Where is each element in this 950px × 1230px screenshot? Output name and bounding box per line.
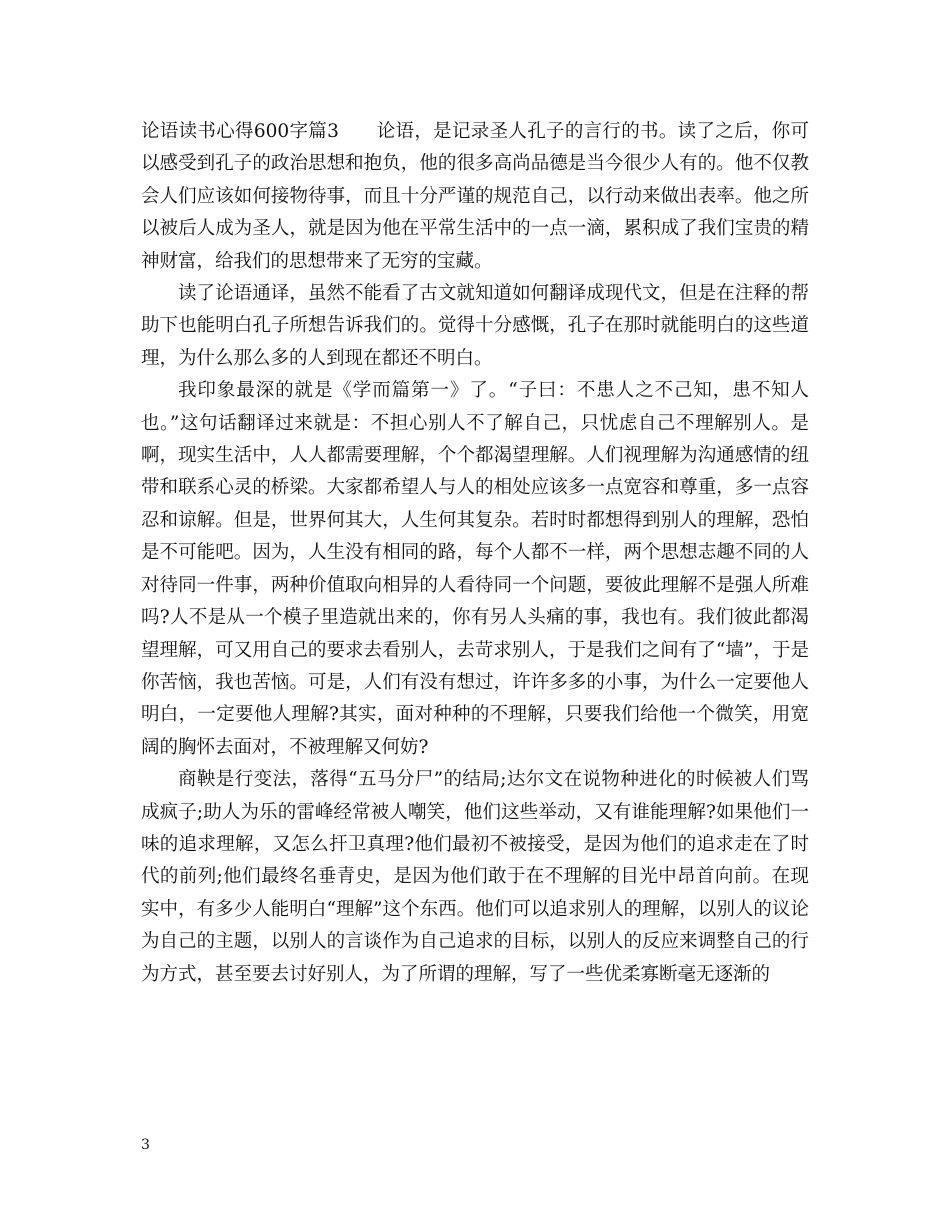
- paragraph-1: 论语读书心得600字篇3 论语，是记录圣人孔子的言行的书。读了之后，你可以感受到孔子的政治思想和抱负，他的很多高尚品德是当今很少人有的。他不仅教会人们应该如何接物待事，而且十分严谨的规范自己，以行动来做出表率。他之所以被后人成为圣人，就是因为他在平常生活中的一点一滴，累积成了我们宝贵的精神财富，给我们的思想带来了无穷的宝藏。: [141, 121, 809, 272]
- paragraph-2: 读了论语通译，虽然不能看了古文就知道如何翻译成现代文，但是在注释的帮助下也能明白孔子所想告诉我们的。觉得十分感慨，孔子在那时就能明白的这些道理，为什么那么多的人到现在都还不明白。: [141, 283, 809, 369]
- page-number: 3: [141, 1137, 150, 1153]
- body-text: [141, 116, 809, 991]
- paragraph-3: 我印象最深的就是《学而篇第一》了。“子曰：不患人之不己知，患不知人也。”这句话翻译过来就是：不担心别人不了解自己，只忧虑自己不理解别人。是啊，现实生活中，人人都需要理解，个个都渴望理解。人们视理解为沟通感情的纽带和联系心灵的桥梁。大家都希望人与人的相处应该多一点宽容和尊重，多一点容忍和谅解。但是，世界何其大，人生何其复杂。若时时都想得到别人的理解，恐怕是不可能吧。因为，人生没有相同的路，每个人都不一样，两个思想志趣不同的人对待同一件事，两种价值取向相异的人看待同一个问题，要彼此理解不是强人所难吗?人不是从一个模子里造就出来的，你有另人头痛的事，我也有。我们彼此都渴望理解，可又用自己的要求去看别人，去苛求别人，于是我们之间有了“墙”，于是你苦恼，我也苦恼。可是，人们有没有想过，许许多多的小事，为什么一定要他人明白，一定要他人理解?其实，面对种种的不理解，只要我们给他一个微笑，用宽阔的胸怀去面对，不被理解又何妨?: [141, 380, 809, 758]
- paragraph-4: 商鞅是行变法，落得“五马分尸”的结局;达尔文在说物种进化的时候被人们骂成疯子;助人为乐的雷峰经常被人嘲笑，他们这些举动，又有谁能理解?如果他们一味的追求理解，又怎么扞卫真理?他们最初不被接受，是因为他们的追求走在了时代的前列;他们最终名垂青史，是因为他们敢于在不理解的目光中昂首向前。在现实中，有多少人能明白“理解”这个东西。他们可以追求别人的理解，以别人的议论为自己的主题，以别人的言谈作为自己追求的目标，以别人的反应来调整自己的行为方式，甚至要去讨好别人，为了所谓的理解，写了一些优柔寡断毫无逐渐的: [141, 769, 809, 985]
